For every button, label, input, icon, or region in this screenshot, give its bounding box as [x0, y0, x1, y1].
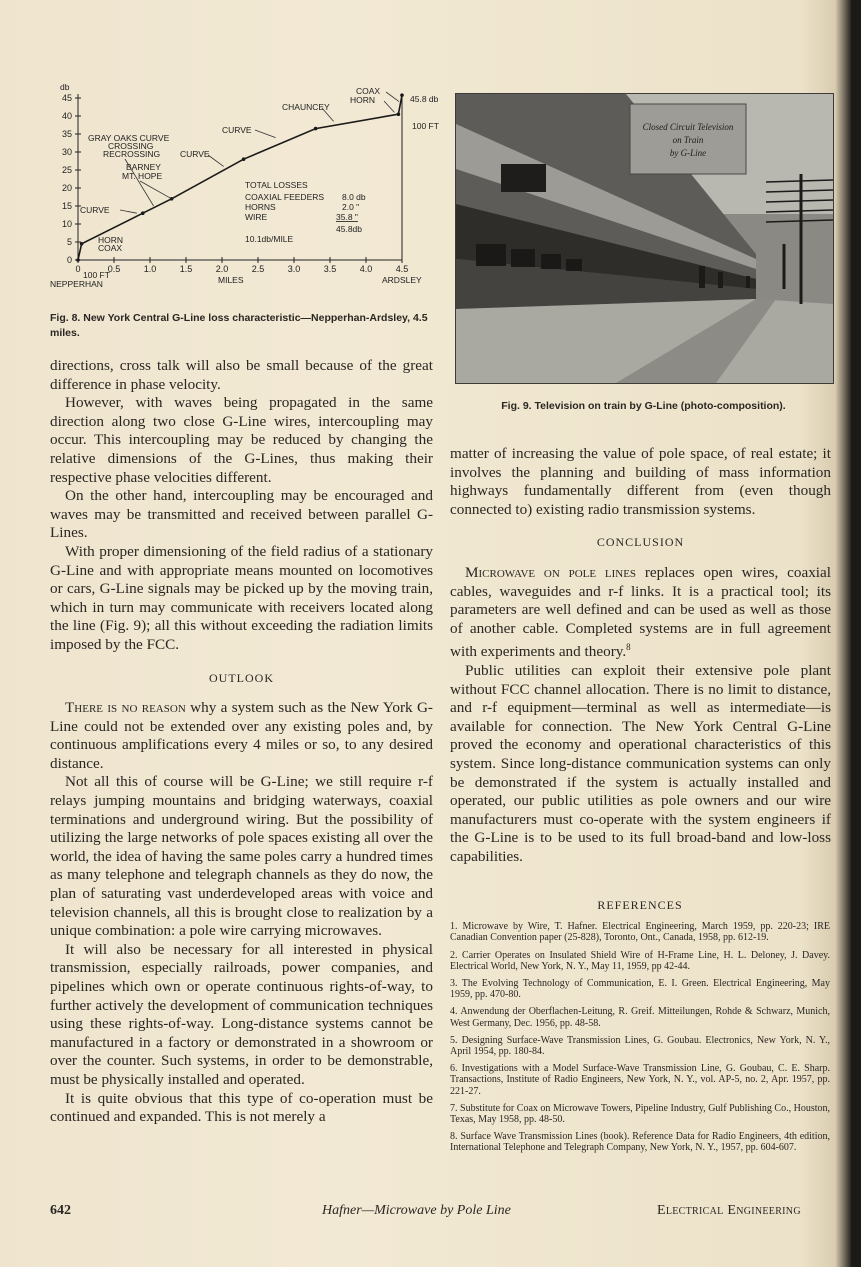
loss-curve-point — [242, 157, 246, 161]
x-tick-label: 1.0 — [143, 264, 157, 274]
x-tick-label: 0.5 — [107, 264, 121, 274]
y-tick-label: 10 — [61, 219, 72, 229]
x-tick-label: 1.5 — [179, 264, 193, 274]
total-losses-row-horns-label: HORNS — [245, 202, 276, 212]
references-heading: REFERENCES — [597, 898, 683, 912]
figure-8-caption: Fig. 8. New York Central G-Line loss characteristic—Nepperhan-Ardsley, 4.5 miles. — [50, 312, 428, 339]
outlook-paragraph-1 — [50, 699, 433, 773]
y-tick-label: 5 — [66, 237, 72, 247]
outlook-paragraph-4: It is quite obvious that this type of co-operation must be continued and expanded. This is not merely a — [50, 1089, 433, 1126]
conclusion-heading: CONCLUSION — [596, 535, 685, 550]
x-tick-label: 2.0 — [215, 264, 229, 274]
label-nepperhan: NEPPERHAN — [50, 279, 103, 289]
loss-curve-point — [80, 242, 84, 246]
x-tick-label: 3.5 — [323, 264, 337, 274]
loss-curve-point — [400, 93, 404, 97]
pt-label-horn-start: HORN — [98, 235, 124, 245]
x-tick-label: 4.5 — [395, 264, 409, 274]
conclusion-paragraph-2: Public utilities can exploit their extensive pole plant without FCC channel allocation. There is no limit to distance, and r-f equipment—terminal as well as intermediate—is available for connection. The New York Central G-Line proved the economy and operational characteristics of this system. Since long-distance communication systems can only be demonstrated if the system is actually installed and operated, our public utilities as pole owners and our wire manufacturers must co-operate with the system engineers if the G-Line is to be used to its full broad-band and low-loss capabilities. — [450, 662, 831, 865]
sign-line-1: Closed Circuit Television — [642, 122, 734, 132]
reference-5: 5. Designing Surface-Wave Transmission Lines, G. Goubau. Electronics, New York, N. Y., April 1954, pp. 180-84. — [450, 1034, 830, 1058]
reference-4: 4. Anwendung der Oberflachen-Leitung, R. Greif. Mitteilungen, Rohde & Schwarz, Munich, West Germany, Dec. 1956, pp. 48-58. — [450, 1006, 830, 1029]
left-paragraph-2: However, with waves being propagated in the same direction along two close G-Line wires, intercoupling may occur. This intercoupling may be reduced by changing the relative dimensions of the G-Lines, thus making their respective phase velocities different. — [50, 394, 433, 486]
conclusion-paragraph-1 — [450, 564, 831, 662]
pt-label-coax-end: COAX — [356, 86, 381, 96]
left-paragraph-4: With proper dimensioning of the field radius of a stationary G-Line and with appropriate means mounted on locomotives or cars, G-Line signals may be picked up by the moving train, which in turn may communicate with receivers located along the line (Fig. 9); all this without exceeding the radiation limits imposed by the FCC. — [50, 542, 433, 653]
reference-8: 8. Surface Wave Transmission Lines (book). Reference Data for Radio Engineers, 4th edition, International Telephone and Telegraph Company, New York, N. Y., 1957, pp. 604-607. — [450, 1131, 830, 1154]
xlabel-miles: MILES — [218, 275, 244, 285]
y-tick-label: 40 — [61, 111, 72, 121]
pt-label-curve-3: CURVE — [222, 125, 252, 135]
total-losses-row-horns-value: 2.0 " — [342, 202, 360, 212]
pt-label-curve-2: CURVE — [180, 149, 210, 159]
total-losses-row-coax-label: COAXIAL FEEDERS — [245, 192, 325, 202]
pt-label-grayoaks-3: RECROSSING — [103, 149, 161, 159]
annotation-leader — [208, 155, 224, 166]
figure-9-caption: Fig. 9. Television on train by G-Line (photo-composition). — [501, 400, 786, 412]
ylabel-db: db — [60, 82, 70, 92]
x-tick-label: 3.0 — [287, 264, 301, 274]
annotation-leader — [384, 101, 394, 112]
pt-label-coax-start: COAX — [98, 243, 123, 253]
running-title: Hafner—Microwave by Pole Line — [322, 1203, 511, 1218]
journal-name: Electrical Engineering — [657, 1203, 801, 1218]
binding-edge — [851, 0, 861, 1267]
total-losses-row-coax-value: 8.0 db — [342, 192, 366, 202]
reference-3: 3. The Evolving Technology of Communication, E. I. Green. Electrical Engineering, May 1959, pp. 470-80. — [450, 978, 830, 1001]
y-tick-label: 20 — [61, 183, 72, 193]
label-start-100ft: 100 FT — [83, 270, 110, 280]
y-tick-label: 0 — [66, 255, 72, 265]
total-losses-row-wire-label: WIRE — [245, 212, 268, 222]
pt-label-grayoaks-1: GRAY OAKS CURVE — [88, 133, 170, 143]
loss-curve-point — [397, 112, 401, 116]
pt-label-chauncey: CHAUNCEY — [282, 102, 330, 112]
pt-label-barney-1: BARNEY — [126, 162, 161, 172]
outlook-paragraph-1-rest: why a system such as the New York G-Line could not be extended over any existing poles and, by continuous amplifications every 4 miles or so, to any desired distance. — [50, 699, 433, 772]
sign-line-2: on Train — [672, 135, 704, 145]
left-paragraph-3: On the other hand, intercoupling may be encouraged and waves may be transmitted and received between parallel G-Lines. — [50, 487, 433, 542]
x-tick-label: 0 — [75, 264, 81, 274]
x-tick-label: 2.5 — [251, 264, 265, 274]
pt-label-horn-end: HORN — [350, 95, 376, 105]
y-tick-label: 35 — [61, 129, 72, 139]
total-losses-title: TOTAL LOSSES — [245, 180, 308, 190]
annotation-leader — [255, 130, 276, 138]
loss-curve-point — [141, 211, 145, 215]
references — [450, 900, 830, 1160]
right-column — [450, 445, 831, 867]
y-tick-label: 45 — [61, 93, 72, 103]
annotation-leader — [120, 210, 137, 213]
label-end-100ft: 100 FT — [412, 121, 439, 131]
conclusion-paragraph-1-rest: replaces open wires, coaxial cables, waveguides and r-f links. It is a practical tool; its parameters are well defined and can be used as well as those of another cable. Completed systems are in full agreement with experiments and theory. — [450, 563, 831, 661]
figure-9-photo — [455, 93, 834, 384]
outlook-paragraph-2: Not all this of course will be G-Line; we still require r-f relays jumping mountains and bridging waterways, coaxial terminations and underground wiring. But the possibility of utilizing the large networks of pole spaces existing all over the world, the idea of having the same poles carry a hundred times as many telephone and telegraph channels as they do now, the plan of saturating vast underdeveloped areas with voice and television channels, all this is brought close to realization by a unique combination: a pole wire carrying microwaves. — [50, 773, 433, 940]
pt-label-grayoaks-2: CROSSING — [108, 141, 154, 151]
loss-rate: 10.1db/MILE — [245, 234, 294, 244]
loss-curve-point — [76, 258, 80, 262]
loss-curve-point — [314, 127, 318, 131]
reference-1: 1. Microwave by Wire, T. Hafner. Electrical Engineering, March 1959, pp. 220-23; IRE Canadian Convention paper (25-828), Toronto, Ont., Canada, 1958, pp. 612-19. — [450, 921, 830, 944]
total-losses-row-wire-value: 35.8 " — [336, 212, 358, 222]
conclusion-lead: Microwave on pole lines — [465, 563, 637, 581]
pt-label-barney-2: MT. HOPE — [122, 171, 163, 181]
annotation-leader — [386, 92, 399, 102]
y-tick-label: 25 — [61, 165, 72, 175]
right-continuation: matter of increasing the value of pole space, of real estate; it involves the planning and building of mass information highways fundamentally different from (even though connected to) existing radio transmission systems. — [450, 445, 831, 518]
x-tick-label: 4.0 — [359, 264, 373, 274]
outlook-lead: There is no reason — [65, 699, 186, 717]
total-losses-total: 45.8db — [336, 224, 362, 234]
y-tick-label: 15 — [61, 201, 72, 211]
reference-2: 2. Carrier Operates on Insulated Shield Wire of H-Frame Line, H. L. Deloney, J. Davey. Electrical World, New York, N. Y., May 11, 1959, pp 42-44. — [450, 949, 830, 972]
conclusion-ref-8: 8 — [626, 642, 631, 653]
outlook-heading: OUTLOOK — [209, 670, 274, 685]
reference-7: 7. Substitute for Coax on Microwave Towers, Pipeline Industry, Gulf Publishing Co., Houston, Texas, May 1958, pp. 48-50. — [450, 1102, 830, 1126]
y-tick-label: 30 — [61, 147, 72, 157]
left-paragraph-1: directions, cross talk will also be small because of the great difference in phase velocity. — [50, 357, 433, 393]
page-number: 642 — [50, 1203, 71, 1218]
outlook-paragraph-3: It will also be necessary for all interested in physical transmission, especially railroads, power companies, and pipelines which own or operate continuous rights-of-way, to further actively the development of communication techniques using these rights-of-way. Long-distance systems cannot be manufactured in a factory or demonstrated in a showroom or over the counter. Such systems, in order to be demonstrable, must be physically installed and operated. — [50, 940, 433, 1088]
sign-line-3: by G-Line — [669, 148, 707, 158]
annotation-leader — [140, 181, 172, 199]
reference-6: 6. Investigations with a Model Surface-Wave Transmission Line, G. Goubau, C. E. Sharp. Transactions, Institute of Radio Engineers, New York, N. Y., vol. AP-5, no. 2, Apr. 1957, pp. 221-27. — [450, 1063, 830, 1097]
pt-label-curve-1: CURVE — [80, 205, 110, 215]
label-end-value: 45.8 db — [410, 94, 439, 104]
label-ardsley: ARDSLEY — [382, 275, 422, 285]
figure-8-chart — [50, 82, 440, 297]
left-column — [50, 357, 433, 1127]
